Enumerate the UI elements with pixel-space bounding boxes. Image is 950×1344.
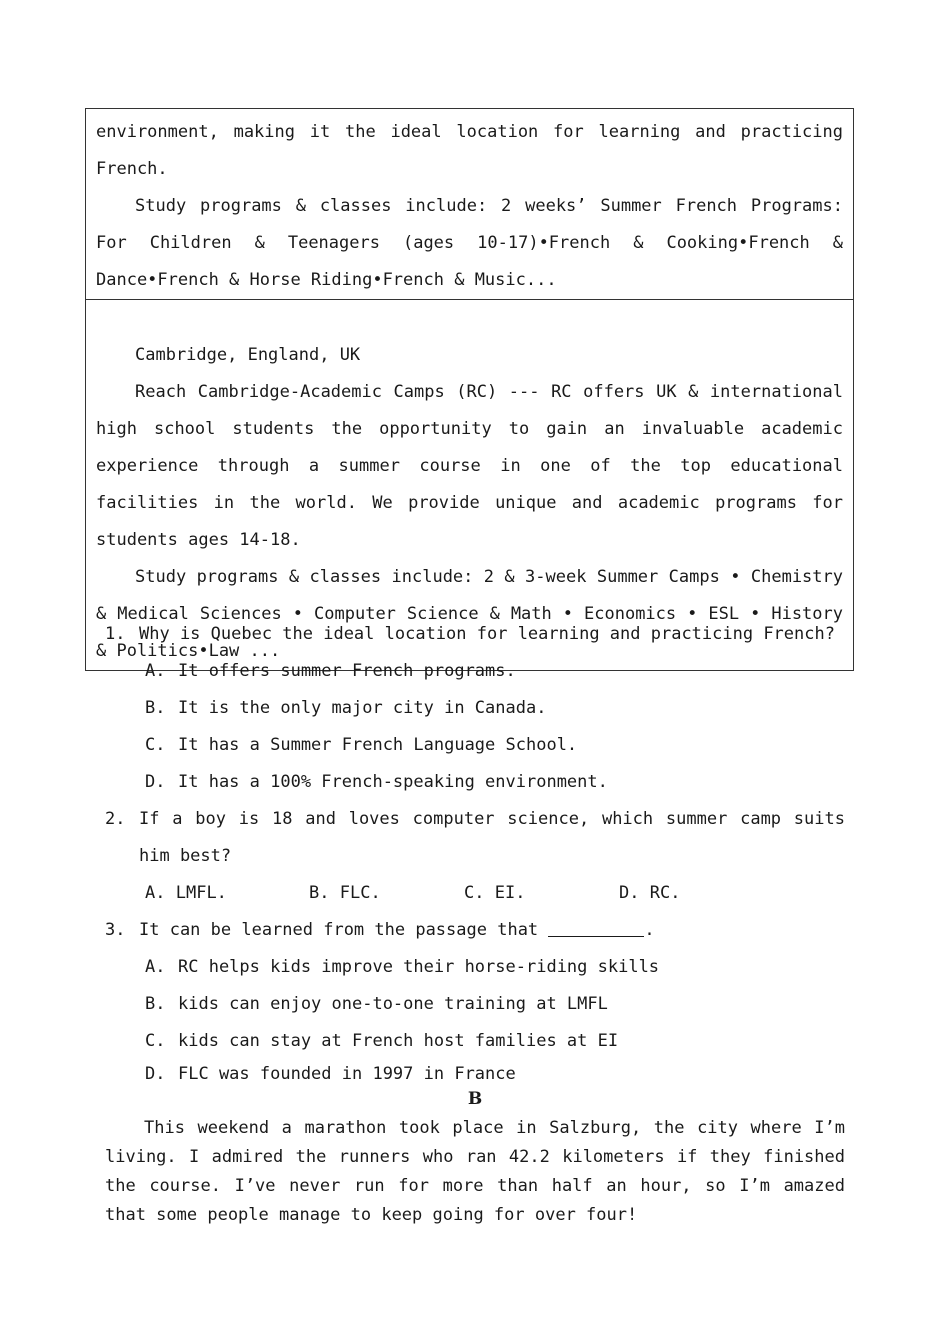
question-text: Why is Quebec the ideal location for learning and practicing French? xyxy=(139,624,835,644)
answer-option xyxy=(309,875,464,912)
option-text: kids can enjoy one-to-one training at LMFL xyxy=(178,994,608,1014)
question-text: If a boy is 18 and loves computer science, which summer camp suits him best? xyxy=(139,809,845,866)
option-text: RC helps kids improve their horse-riding skills xyxy=(178,957,660,977)
answer-option xyxy=(105,653,845,690)
answer-option xyxy=(105,949,845,986)
answer-option xyxy=(105,690,845,727)
table-cell-cambridge xyxy=(86,299,853,670)
question-text-before: It can be learned from the passage that xyxy=(139,920,539,940)
option-letter: C. xyxy=(464,883,485,903)
option-text: It offers summer French programs. xyxy=(178,661,516,681)
question-number: 2. xyxy=(105,809,126,829)
option-letter: B. xyxy=(309,883,330,903)
camps-table xyxy=(85,108,854,671)
option-text: It is the only major city in Canada. xyxy=(178,698,547,718)
answer-option xyxy=(105,764,845,801)
study-programs-paragraph: Study programs & classes include: 2 & 3-week Summer Camps • Chemistry & Medical Sciences • Computer Science & Math • Economics • ESL • History & Politics•Law ... xyxy=(96,567,843,661)
answer-option xyxy=(464,875,619,912)
section-title: B xyxy=(467,1089,483,1109)
option-letter: B. xyxy=(145,994,166,1014)
option-letter: D. xyxy=(619,883,640,903)
option-text: EI. xyxy=(494,883,526,903)
option-text: kids can stay at French host families at EI xyxy=(178,1031,619,1051)
option-letter: A. xyxy=(145,883,166,903)
location-heading: Cambridge, England, UK xyxy=(135,345,361,365)
answer-option xyxy=(619,875,680,912)
option-letter: C. xyxy=(145,1031,166,1051)
answer-option xyxy=(105,1023,845,1060)
answer-option xyxy=(105,986,845,1023)
answer-options-row xyxy=(105,875,845,912)
answer-option xyxy=(105,727,845,764)
option-letter: A. xyxy=(145,957,166,977)
question-text-after: . xyxy=(644,920,655,940)
question-3 xyxy=(105,912,845,949)
study-programs-paragraph: Study programs & classes include: 2 weeks’ Summer French Programs: For Children & Teenagers (ages 10-17)•French & Cooking•French & Dance•French & Horse Riding•French & Music... xyxy=(96,196,843,290)
cell-text-line: environment, making it the ideal location for learning and practicing French. xyxy=(96,122,843,179)
table-cell-quebec xyxy=(86,109,853,299)
answer-option xyxy=(145,875,309,912)
option-letter: B. xyxy=(145,698,166,718)
questions-list xyxy=(105,616,845,1089)
option-letter: A. xyxy=(145,661,166,681)
option-letter: D. xyxy=(145,772,166,792)
answer-blank xyxy=(548,914,644,937)
option-text: RC. xyxy=(649,883,681,903)
question-2 xyxy=(105,801,845,875)
option-letter: D. xyxy=(145,1064,166,1084)
option-text: FLC was founded in 1997 in France xyxy=(178,1064,516,1084)
option-text: It has a 100% French-speaking environment. xyxy=(178,772,608,792)
option-letter: C. xyxy=(145,735,166,755)
question-1 xyxy=(105,616,845,653)
reading-passage: This weekend a marathon took place in Salzburg, the city where I’m living. I admired the runners who ran 42.2 kilometers if they finished the course. I’ve never run for more than half an hour, so I’m amazed that some people manage to keep going for over four! xyxy=(105,1118,845,1225)
option-text: LMFL. xyxy=(175,883,227,903)
question-number: 3. xyxy=(105,920,126,940)
question-text xyxy=(139,912,845,949)
section-b xyxy=(105,1085,845,1230)
camp-description-paragraph: Reach Cambridge-Academic Camps (RC) --- RC offers UK & international high school students the opportunity to gain an invaluable academic experience through a summer course in one of the top educational facilities in the world. We provide unique and academic programs for students ages 14-18. xyxy=(96,382,843,550)
option-text: It has a Summer French Language School. xyxy=(178,735,578,755)
option-text: FLC. xyxy=(339,883,381,903)
question-number: 1. xyxy=(105,624,126,644)
